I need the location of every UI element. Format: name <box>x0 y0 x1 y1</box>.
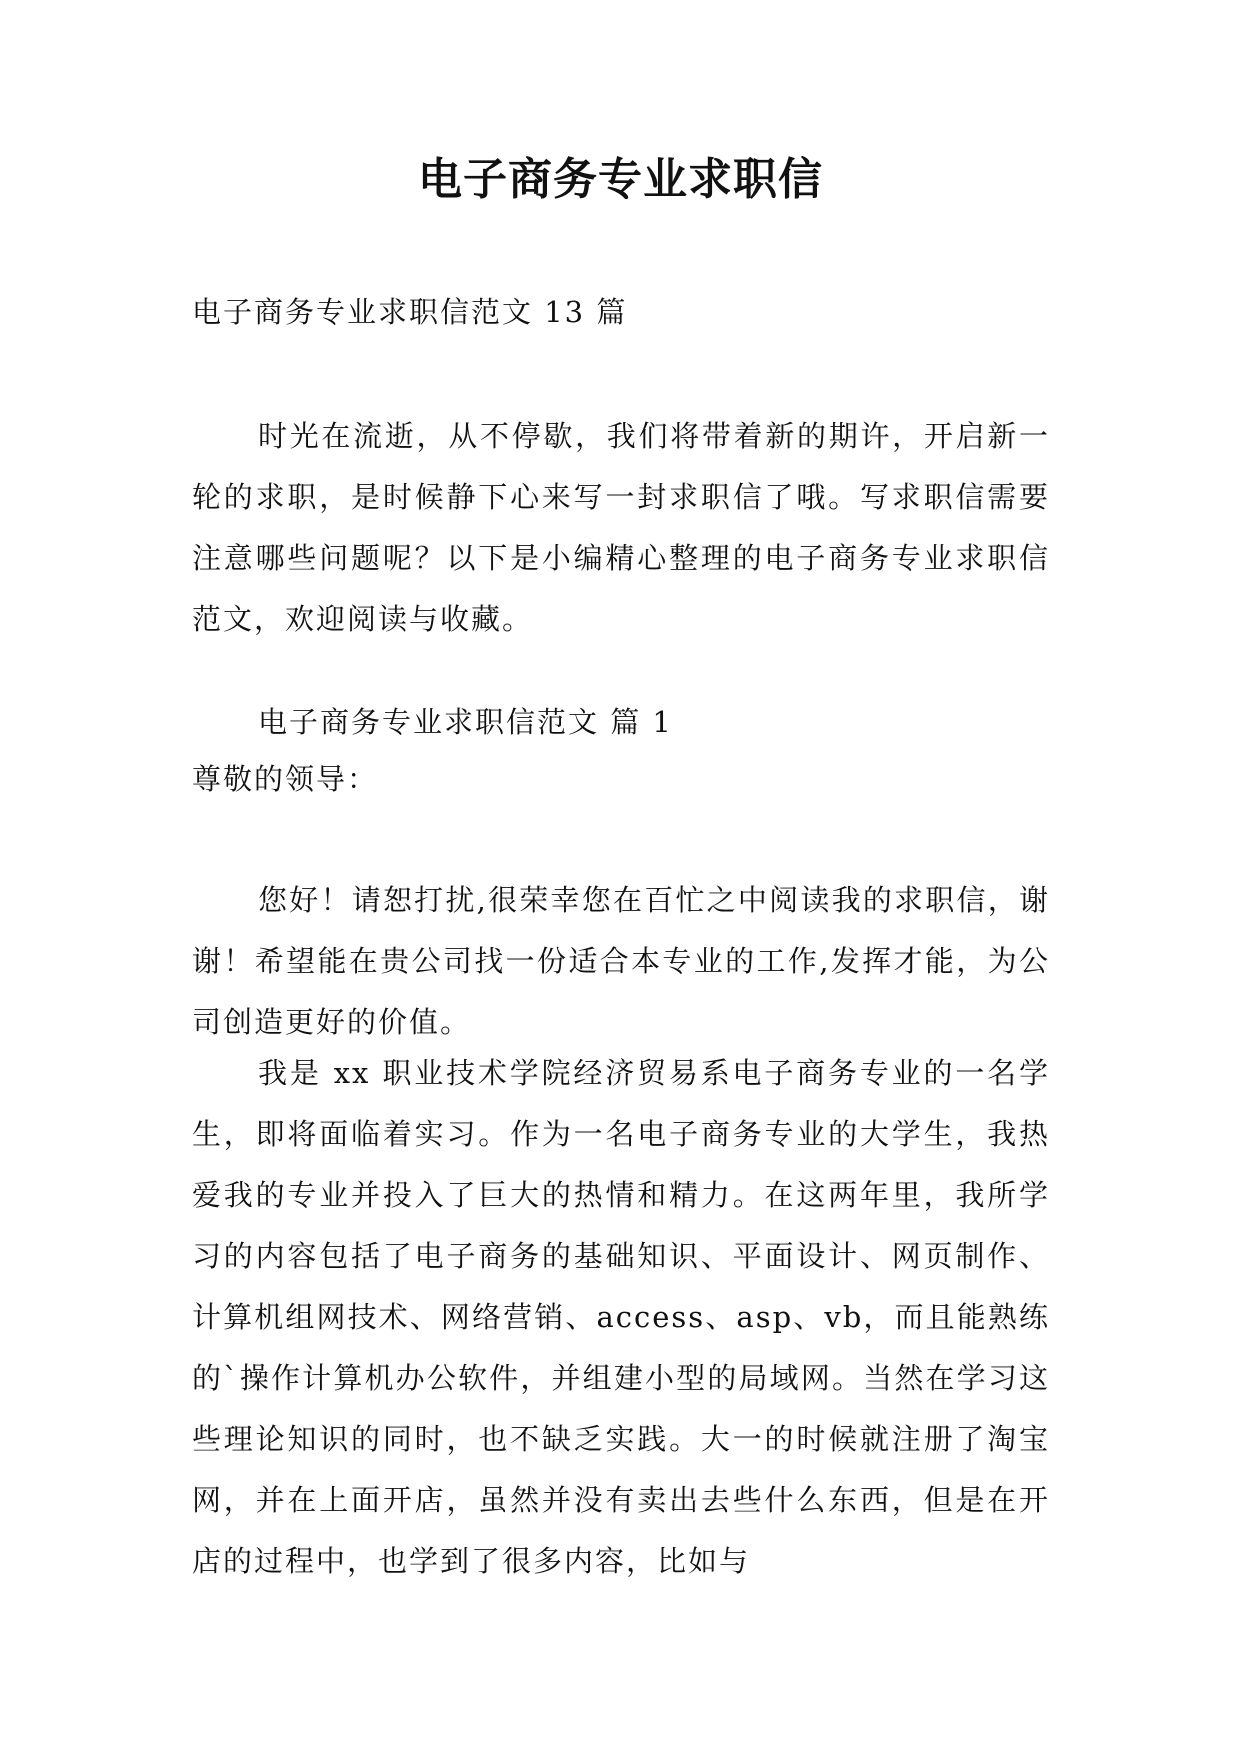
body-paragraph: 您好！请恕打扰,很荣幸您在百忙之中阅读我的求职信，谢谢！希望能在贵公司找一份适合本专业的工作,发挥才能，为公司创造更好的价值。 <box>192 883 1050 1039</box>
document-subtitle: 电子商务专业求职信范文 13 篇 <box>192 295 628 329</box>
body-paragraph: 我是 xx 职业技术学院经济贸易系电子商务专业的一名学生，即将面临着实习。作为一名电子商务专业的大学生，我热爱我的专业并投入了巨大的热情和精力。在这两年里，我所学习的内容包括了电子商务的基础知识、平面设计、网页制作、计算机组网技术、网络营销、access、asp、vb，而且能熟练的`操作计算机办公软件，并组建小型的局域网。当然在学习这些理论知识的同时，也不缺乏实践。大一的时候就注册了淘宝网，并在上面开店，虽然并没有卖出去些什么东西，但是在开店的过程中，也学到了很多内容，比如与 <box>192 1056 1050 1578</box>
section-heading: 电子商务专业求职信范文 篇 1 <box>258 705 673 739</box>
salutation: 尊敬的领导： <box>192 762 379 796</box>
intro-paragraph: 时光在流逝，从不停歇，我们将带着新的期许，开启新一轮的求职，是时候静下心来写一封求职信了哦。写求职信需要注意哪些问题呢？以下是小编精心整理的电子商务专业求职信范文，欢迎阅读与收藏。 <box>192 419 1050 636</box>
document-title: 电子商务专业求职信 <box>418 154 823 205</box>
